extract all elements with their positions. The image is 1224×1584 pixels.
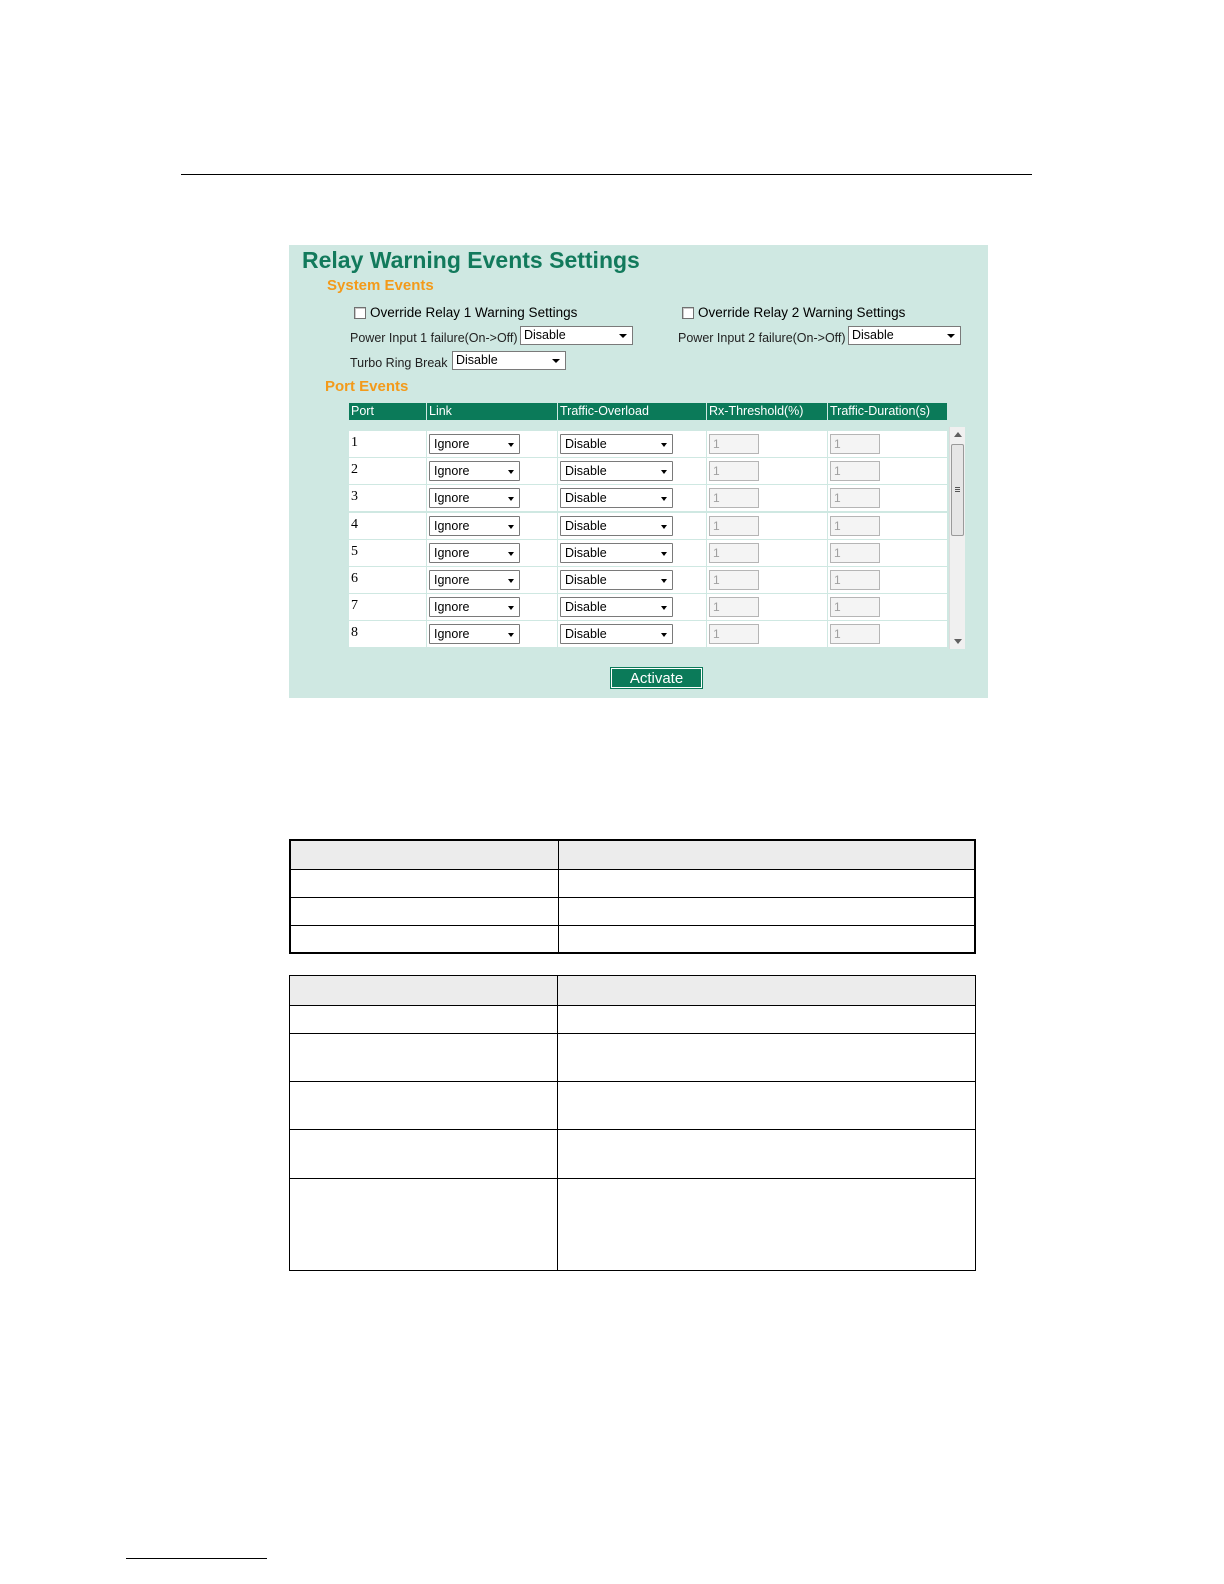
table-row xyxy=(349,458,947,484)
checkbox-box[interactable] xyxy=(682,307,694,319)
footer-rule xyxy=(126,1558,267,1559)
traffic-duration-cell xyxy=(828,458,947,484)
traffic-overload-select[interactable] xyxy=(560,624,673,644)
table-cell xyxy=(290,1130,558,1179)
table-row xyxy=(349,594,947,620)
column-header-link: Link xyxy=(427,403,557,420)
column-header-traffic-overload: Traffic-Overload xyxy=(558,403,706,420)
table-cell xyxy=(558,976,976,1006)
page-title: Relay Warning Events Settings xyxy=(302,247,640,273)
table-cell xyxy=(290,925,558,953)
rx-threshold-input[interactable]: 1 xyxy=(709,488,759,508)
chevron-down-icon xyxy=(508,633,514,637)
table-cell xyxy=(290,840,558,869)
table-cell xyxy=(558,1034,976,1082)
port-table-scrollbar[interactable] xyxy=(949,427,965,649)
turbo-ring-break-select[interactable] xyxy=(452,351,566,370)
link-cell xyxy=(427,594,557,620)
rx-threshold-input[interactable]: 1 xyxy=(709,461,759,481)
table-row xyxy=(290,1006,976,1034)
select-value: Ignore xyxy=(434,627,470,642)
port-number: 5 xyxy=(349,540,426,566)
select-value: Ignore xyxy=(434,464,470,479)
table-row xyxy=(349,485,947,511)
chevron-down-icon xyxy=(661,552,667,556)
chevron-down-icon xyxy=(661,525,667,529)
table-row xyxy=(290,1130,976,1179)
table-cell xyxy=(290,1179,558,1271)
rx-threshold-input[interactable]: 1 xyxy=(709,624,759,644)
column-header-port: Port xyxy=(349,403,426,420)
select-value: Disable xyxy=(565,627,607,642)
scroll-down-arrow-icon[interactable] xyxy=(954,639,962,644)
table-cell xyxy=(558,897,975,925)
select-value: Disable xyxy=(524,328,566,342)
table-row xyxy=(349,513,947,539)
column-header-rx-threshold: Rx-Threshold(%) xyxy=(707,403,827,420)
table-cell xyxy=(558,840,975,869)
table-row xyxy=(290,1179,976,1271)
table-row xyxy=(349,621,947,647)
link-select[interactable] xyxy=(429,597,520,617)
select-value: Ignore xyxy=(434,437,470,451)
rx-threshold-cell xyxy=(707,540,827,566)
table-row xyxy=(290,925,975,953)
rx-threshold-input[interactable]: 1 xyxy=(709,570,759,590)
traffic-duration-cell xyxy=(828,621,947,647)
link-cell xyxy=(427,567,557,593)
traffic-overload-cell xyxy=(558,540,706,566)
override-relay-1-checkbox[interactable] xyxy=(354,305,577,320)
link-cell xyxy=(427,540,557,566)
override-relay-1-label: Override Relay 1 Warning Settings xyxy=(370,305,578,320)
chevron-down-icon xyxy=(619,334,627,338)
traffic-duration-cell xyxy=(828,567,947,593)
table-row xyxy=(290,1082,976,1130)
traffic-duration-input[interactable]: 1 xyxy=(830,624,880,644)
port-number: 1 xyxy=(349,431,426,457)
chevron-down-icon xyxy=(508,525,514,529)
rx-threshold-cell xyxy=(707,621,827,647)
traffic-duration-input[interactable]: 1 xyxy=(830,597,880,617)
traffic-overload-cell xyxy=(558,485,706,511)
chevron-down-icon xyxy=(661,443,667,447)
chevron-down-icon xyxy=(508,552,514,556)
select-value: Disable xyxy=(565,491,607,506)
select-value: Disable xyxy=(565,518,607,533)
override-relay-2-label: Override Relay 2 Warning Settings xyxy=(698,305,906,320)
table-cell xyxy=(558,1006,976,1034)
chevron-down-icon xyxy=(661,497,667,501)
chevron-down-icon xyxy=(552,359,560,363)
table-cell xyxy=(290,1082,558,1130)
select-value: Ignore xyxy=(434,573,470,587)
chevron-down-icon xyxy=(508,497,514,501)
select-value: Disable xyxy=(565,600,607,615)
select-value: Disable xyxy=(565,545,607,560)
chevron-down-icon xyxy=(661,633,667,637)
table-row xyxy=(290,1034,976,1082)
table-cell xyxy=(558,1130,976,1179)
link-select[interactable] xyxy=(429,624,520,644)
select-value: Ignore xyxy=(434,518,470,533)
traffic-duration-input[interactable]: 1 xyxy=(830,543,880,563)
rx-threshold-cell xyxy=(707,567,827,593)
table-cell xyxy=(290,1034,558,1082)
power-input-2-label: Power Input 2 failure(On->Off) xyxy=(678,331,846,345)
traffic-overload-select[interactable] xyxy=(560,488,673,508)
traffic-duration-input[interactable]: 1 xyxy=(830,434,880,454)
table-header-row xyxy=(290,976,976,1006)
table-cell xyxy=(558,869,975,897)
link-select[interactable] xyxy=(429,516,520,536)
rx-threshold-cell xyxy=(707,513,827,539)
rx-threshold-input[interactable]: 1 xyxy=(709,516,759,536)
settings-table-1 xyxy=(289,839,976,954)
chevron-down-icon xyxy=(508,579,514,583)
traffic-duration-cell xyxy=(828,540,947,566)
traffic-duration-cell xyxy=(828,513,947,539)
link-cell xyxy=(427,485,557,511)
traffic-overload-select[interactable] xyxy=(560,597,673,617)
table-row xyxy=(349,567,947,593)
chevron-down-icon xyxy=(661,470,667,474)
table-row xyxy=(290,897,975,925)
traffic-duration-cell xyxy=(828,594,947,620)
select-value: Disable xyxy=(456,353,498,367)
traffic-duration-cell xyxy=(828,485,947,511)
power-input-1-label: Power Input 1 failure(On->Off) xyxy=(350,331,518,345)
header-rule xyxy=(181,174,1032,175)
port-number: 2 xyxy=(349,458,426,484)
relay-warning-panel xyxy=(289,245,988,698)
system-events-heading: System Events xyxy=(327,277,434,294)
table-row xyxy=(349,431,947,457)
table-cell xyxy=(290,976,558,1006)
rx-threshold-cell xyxy=(707,485,827,511)
traffic-overload-select[interactable] xyxy=(560,570,673,590)
select-value: Ignore xyxy=(434,600,470,615)
chevron-down-icon xyxy=(508,470,514,474)
traffic-duration-input[interactable]: 1 xyxy=(830,516,880,536)
select-value: Disable xyxy=(565,464,607,479)
turbo-ring-break-label: Turbo Ring Break xyxy=(350,356,448,370)
link-cell xyxy=(427,431,557,457)
table-cell xyxy=(290,869,558,897)
link-select[interactable] xyxy=(429,488,520,508)
traffic-overload-cell xyxy=(558,431,706,457)
table-row xyxy=(349,540,947,566)
select-value: Disable xyxy=(565,573,607,587)
power-input-1-select[interactable] xyxy=(520,326,633,345)
chevron-down-icon xyxy=(947,334,955,338)
override-relay-2-checkbox[interactable] xyxy=(682,305,905,320)
port-number: 6 xyxy=(349,567,426,593)
port-number: 7 xyxy=(349,594,426,620)
chevron-down-icon xyxy=(661,606,667,610)
grip-line xyxy=(955,491,960,492)
rx-threshold-cell xyxy=(707,431,827,457)
traffic-overload-select[interactable] xyxy=(560,543,673,563)
port-number: 3 xyxy=(349,485,426,511)
traffic-overload-select[interactable] xyxy=(560,516,673,536)
chevron-down-icon xyxy=(508,443,514,447)
port-events-heading: Port Events xyxy=(325,378,409,395)
rx-threshold-cell xyxy=(707,458,827,484)
link-select[interactable] xyxy=(429,570,520,590)
grip-line xyxy=(955,487,960,488)
power-input-2-select[interactable] xyxy=(848,326,961,345)
traffic-overload-cell xyxy=(558,594,706,620)
checkbox-box[interactable] xyxy=(354,307,366,319)
settings-table-2 xyxy=(289,975,976,1271)
traffic-duration-input[interactable]: 1 xyxy=(830,461,880,481)
link-cell xyxy=(427,458,557,484)
scroll-up-arrow-icon[interactable] xyxy=(954,432,962,437)
rx-threshold-input[interactable]: 1 xyxy=(709,434,759,454)
table-cell xyxy=(290,1006,558,1034)
table-cell xyxy=(558,925,975,953)
column-header-traffic-duration: Traffic-Duration(s) xyxy=(828,403,947,420)
table-cell xyxy=(290,897,558,925)
traffic-overload-cell xyxy=(558,513,706,539)
traffic-duration-input[interactable]: 1 xyxy=(830,488,880,508)
select-value: Ignore xyxy=(434,491,470,506)
link-select[interactable] xyxy=(429,461,520,481)
port-number: 8 xyxy=(349,621,426,647)
scrollbar-thumb[interactable] xyxy=(951,444,964,536)
rx-threshold-input[interactable]: 1 xyxy=(709,543,759,563)
table-header-row xyxy=(290,840,975,869)
rx-threshold-cell xyxy=(707,594,827,620)
select-value: Ignore xyxy=(434,545,470,560)
traffic-overload-cell xyxy=(558,567,706,593)
traffic-overload-cell xyxy=(558,621,706,647)
table-cell xyxy=(558,1082,976,1130)
link-select[interactable] xyxy=(429,434,520,454)
table-cell xyxy=(558,1179,976,1271)
table-row xyxy=(290,869,975,897)
traffic-overload-select[interactable] xyxy=(560,461,673,481)
chevron-down-icon xyxy=(508,606,514,610)
link-select[interactable] xyxy=(429,543,520,563)
traffic-overload-cell xyxy=(558,458,706,484)
traffic-duration-cell xyxy=(828,431,947,457)
link-cell xyxy=(427,513,557,539)
chevron-down-icon xyxy=(661,579,667,583)
select-value: Disable xyxy=(852,328,894,342)
link-cell xyxy=(427,621,557,647)
rx-threshold-input[interactable]: 1 xyxy=(709,597,759,617)
traffic-duration-input[interactable]: 1 xyxy=(830,570,880,590)
port-number: 4 xyxy=(349,513,426,539)
select-value: Disable xyxy=(565,437,607,451)
grip-line xyxy=(955,489,960,490)
activate-button[interactable]: Activate xyxy=(611,668,702,688)
traffic-overload-select[interactable] xyxy=(560,434,673,454)
